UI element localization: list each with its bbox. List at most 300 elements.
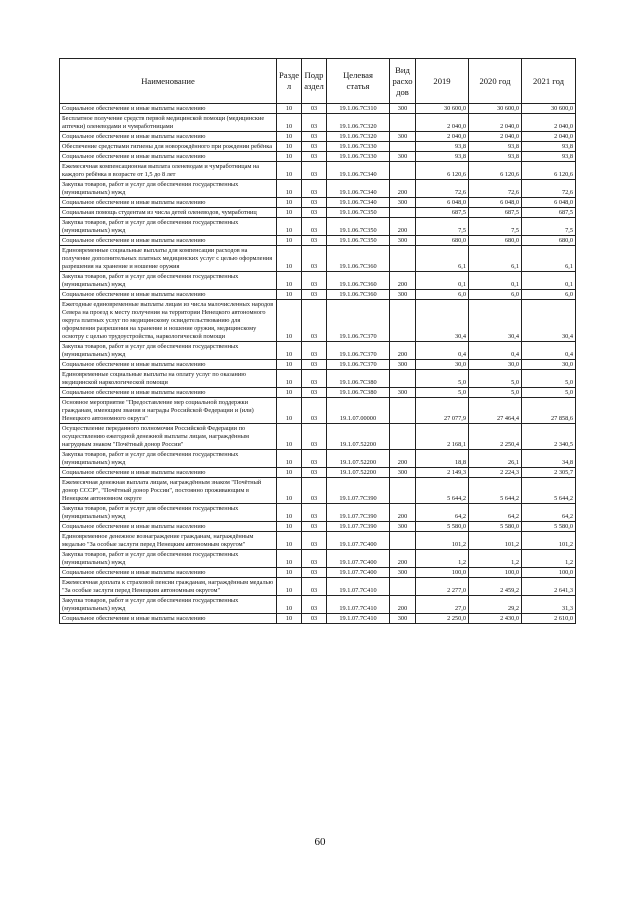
row-razdel: 10 (277, 532, 302, 550)
row-value-2021: 34,8 (522, 450, 576, 468)
row-name: Социальное обеспечение и иные выплаты населению (60, 388, 277, 398)
row-name: Социальное обеспечение и иные выплаты населению (60, 614, 277, 624)
row-value-2019: 100,0 (416, 568, 469, 578)
row-name: Социальная помощь студентам из числа детей оленеводов, чумработниц (60, 208, 277, 218)
row-value-2021: 5,0 (522, 370, 576, 388)
row-razdel: 10 (277, 236, 302, 246)
row-value-2019: 1,2 (416, 550, 469, 568)
row-value-2021: 31,3 (522, 596, 576, 614)
row-value-2019: 2 040,0 (416, 114, 469, 132)
row-target-article: 19.1.07.7C390 (327, 522, 390, 532)
row-value-2020: 2 430,0 (469, 614, 522, 624)
row-value-2021: 30 600,0 (522, 104, 576, 114)
row-expense-type (390, 114, 416, 132)
row-value-2020: 0,1 (469, 272, 522, 290)
table-row (60, 246, 576, 272)
row-value-2021: 680,0 (522, 236, 576, 246)
row-value-2021: 687,5 (522, 208, 576, 218)
row-value-2021: 93,8 (522, 142, 576, 152)
row-expense-type: 200 (390, 180, 416, 198)
table-row (60, 300, 576, 342)
row-expense-type: 300 (390, 522, 416, 532)
row-name: Основное мероприятие "Предоставление мер социальной поддержки гражданам, имеющим звания и награды Российской Федерации и (или) Ненецкого автономного округа" (60, 398, 277, 424)
row-expense-type: 300 (390, 568, 416, 578)
table-row (60, 218, 576, 236)
row-razdel: 10 (277, 300, 302, 342)
row-target-article: 19.1.07.00000 (327, 398, 390, 424)
row-value-2019: 27,0 (416, 596, 469, 614)
row-value-2021: 7,5 (522, 218, 576, 236)
row-podrazdel: 03 (302, 578, 327, 596)
row-target-article: 19.1.06.7C370 (327, 342, 390, 360)
row-value-2019: 6,0 (416, 290, 469, 300)
row-razdel: 10 (277, 198, 302, 208)
row-name: Закупка товаров, работ и услуг для обеспечения государственных (муниципальных) нужд (60, 550, 277, 568)
row-value-2020: 5,0 (469, 370, 522, 388)
row-target-article: 19.1.06.7C380 (327, 370, 390, 388)
row-razdel: 10 (277, 208, 302, 218)
row-value-2021: 6 048,0 (522, 198, 576, 208)
row-value-2019: 6 048,0 (416, 198, 469, 208)
row-value-2020: 93,8 (469, 152, 522, 162)
row-podrazdel: 03 (302, 360, 327, 370)
row-podrazdel: 03 (302, 614, 327, 624)
row-target-article: 19.1.07.52200 (327, 450, 390, 468)
row-value-2019: 30 600,0 (416, 104, 469, 114)
row-value-2021: 0,4 (522, 342, 576, 360)
row-value-2020: 2 224,3 (469, 468, 522, 478)
row-razdel: 10 (277, 424, 302, 450)
row-value-2020: 680,0 (469, 236, 522, 246)
row-expense-type: 200 (390, 596, 416, 614)
table-row (60, 142, 576, 152)
row-expense-type: 300 (390, 360, 416, 370)
row-value-2020: 5,0 (469, 388, 522, 398)
row-value-2020: 93,8 (469, 142, 522, 152)
row-expense-type: 200 (390, 550, 416, 568)
row-value-2019: 30,4 (416, 300, 469, 342)
row-razdel: 10 (277, 142, 302, 152)
row-value-2020: 6 048,0 (469, 198, 522, 208)
row-podrazdel: 03 (302, 388, 327, 398)
row-podrazdel: 03 (302, 132, 327, 142)
row-razdel: 10 (277, 152, 302, 162)
row-value-2019: 2 168,1 (416, 424, 469, 450)
row-target-article: 19.1.06.7C340 (327, 162, 390, 180)
row-name: Закупка товаров, работ и услуг для обеспечения государственных (муниципальных) нужд (60, 272, 277, 290)
row-value-2020: 72,6 (469, 180, 522, 198)
row-podrazdel: 03 (302, 246, 327, 272)
row-value-2020: 64,2 (469, 504, 522, 522)
row-podrazdel: 03 (302, 568, 327, 578)
table-row (60, 522, 576, 532)
row-value-2021: 101,2 (522, 532, 576, 550)
col-header-razdel: Разде л (277, 59, 302, 104)
row-value-2021: 30,4 (522, 300, 576, 342)
col-header-vid: Вид расхо дов (390, 59, 416, 104)
row-expense-type: 200 (390, 272, 416, 290)
row-value-2020: 2 040,0 (469, 132, 522, 142)
row-target-article: 19.1.06.7C340 (327, 180, 390, 198)
row-value-2021: 6,1 (522, 246, 576, 272)
row-target-article: 19.1.07.7C390 (327, 504, 390, 522)
row-target-article: 19.1.06.7C360 (327, 272, 390, 290)
row-value-2020: 30,4 (469, 300, 522, 342)
table-row (60, 114, 576, 132)
row-value-2021: 2 610,0 (522, 614, 576, 624)
row-expense-type: 300 (390, 152, 416, 162)
row-razdel: 10 (277, 132, 302, 142)
row-podrazdel: 03 (302, 468, 327, 478)
row-value-2021: 1,2 (522, 550, 576, 568)
table-row (60, 342, 576, 360)
row-name: Социальное обеспечение и иные выплаты населению (60, 104, 277, 114)
row-target-article: 19.1.07.7C390 (327, 478, 390, 504)
row-value-2021: 5 580,0 (522, 522, 576, 532)
row-name: Социальное обеспечение и иные выплаты населению (60, 568, 277, 578)
row-podrazdel: 03 (302, 180, 327, 198)
row-target-article: 19.1.06.7C370 (327, 360, 390, 370)
row-value-2019: 5 580,0 (416, 522, 469, 532)
table-row (60, 162, 576, 180)
row-name: Социальное обеспечение и иные выплаты населению (60, 290, 277, 300)
row-value-2021: 6,0 (522, 290, 576, 300)
row-value-2021: 2 641,3 (522, 578, 576, 596)
table-header-row (60, 59, 576, 104)
row-target-article: 19.1.07.7C410 (327, 596, 390, 614)
row-value-2021: 2 340,5 (522, 424, 576, 450)
row-value-2021: 5 644,2 (522, 478, 576, 504)
col-header-target: Целевая статья (327, 59, 390, 104)
row-expense-type: 300 (390, 236, 416, 246)
row-value-2021: 93,8 (522, 152, 576, 162)
row-razdel: 10 (277, 450, 302, 468)
row-name: Закупка товаров, работ и услуг для обеспечения государственных (муниципальных) нужд (60, 596, 277, 614)
row-value-2020: 101,2 (469, 532, 522, 550)
row-target-article: 19.1.06.7C380 (327, 388, 390, 398)
row-razdel: 10 (277, 218, 302, 236)
row-value-2021: 0,1 (522, 272, 576, 290)
row-expense-type: 300 (390, 468, 416, 478)
row-value-2020: 29,2 (469, 596, 522, 614)
row-expense-type: 300 (390, 290, 416, 300)
table-row (60, 180, 576, 198)
row-expense-type (390, 424, 416, 450)
row-expense-type: 300 (390, 104, 416, 114)
table-row (60, 578, 576, 596)
row-value-2019: 680,0 (416, 236, 469, 246)
row-target-article: 19.1.07.7C410 (327, 578, 390, 596)
row-value-2020: 30 600,0 (469, 104, 522, 114)
row-razdel: 10 (277, 114, 302, 132)
row-target-article: 19.1.07.52200 (327, 468, 390, 478)
row-value-2021: 64,2 (522, 504, 576, 522)
row-podrazdel: 03 (302, 104, 327, 114)
table-row (60, 568, 576, 578)
col-header-podrazdel: Подр аздел (302, 59, 327, 104)
row-razdel: 10 (277, 398, 302, 424)
row-value-2019: 72,6 (416, 180, 469, 198)
table-row (60, 388, 576, 398)
row-expense-type (390, 300, 416, 342)
row-expense-type (390, 578, 416, 596)
row-razdel: 10 (277, 578, 302, 596)
row-value-2020: 26,1 (469, 450, 522, 468)
table-row (60, 424, 576, 450)
row-value-2019: 2 040,0 (416, 132, 469, 142)
row-value-2019: 0,1 (416, 272, 469, 290)
row-podrazdel: 03 (302, 550, 327, 568)
row-value-2020: 2 250,4 (469, 424, 522, 450)
row-expense-type: 300 (390, 198, 416, 208)
row-razdel: 10 (277, 360, 302, 370)
row-value-2019: 5,0 (416, 388, 469, 398)
row-target-article: 19.1.06.7C310 (327, 104, 390, 114)
row-value-2019: 5,0 (416, 370, 469, 388)
row-podrazdel: 03 (302, 142, 327, 152)
row-name: Социальное обеспечение и иные выплаты населению (60, 236, 277, 246)
row-value-2019: 687,5 (416, 208, 469, 218)
row-expense-type: 300 (390, 614, 416, 624)
budget-table-sheet (59, 58, 575, 624)
row-name: Закупка товаров, работ и услуг для обеспечения государственных (муниципальных) нужд (60, 504, 277, 522)
row-razdel: 10 (277, 246, 302, 272)
row-value-2021: 30,0 (522, 360, 576, 370)
row-name: Обеспечение средствами гигиены для новорождённого при рождении ребёнка (60, 142, 277, 152)
row-podrazdel: 03 (302, 522, 327, 532)
table-row (60, 370, 576, 388)
row-expense-type: 300 (390, 132, 416, 142)
row-value-2019: 93,8 (416, 142, 469, 152)
row-expense-type (390, 142, 416, 152)
row-value-2020: 27 464,4 (469, 398, 522, 424)
row-value-2020: 100,0 (469, 568, 522, 578)
row-target-article: 19.1.06.7C350 (327, 208, 390, 218)
row-value-2019: 2 149,3 (416, 468, 469, 478)
table-row (60, 272, 576, 290)
row-podrazdel: 03 (302, 596, 327, 614)
row-podrazdel: 03 (302, 198, 327, 208)
row-value-2020: 687,5 (469, 208, 522, 218)
table-row (60, 450, 576, 468)
row-target-article: 19.1.06.7C360 (327, 246, 390, 272)
row-name: Социальное обеспечение и иные выплаты населению (60, 468, 277, 478)
row-name: Социальное обеспечение и иные выплаты населению (60, 360, 277, 370)
row-value-2019: 27 077,9 (416, 398, 469, 424)
row-value-2019: 6 120,6 (416, 162, 469, 180)
row-value-2021: 2 305,7 (522, 468, 576, 478)
row-value-2019: 101,2 (416, 532, 469, 550)
row-podrazdel: 03 (302, 236, 327, 246)
row-podrazdel: 03 (302, 504, 327, 522)
row-podrazdel: 03 (302, 218, 327, 236)
col-header-2019: 2019 (416, 59, 469, 104)
row-name: Социальное обеспечение и иные выплаты населению (60, 152, 277, 162)
row-razdel: 10 (277, 596, 302, 614)
table-row (60, 104, 576, 114)
row-name: Единовременные социальные выплаты на оплату услуг по оказанию медицинской наркологической помощи (60, 370, 277, 388)
row-name: Осуществление переданного полномочия Российской Федерации по осуществлению ежегодной денежной выплаты лицам, награждённым нагрудным знаком "Почётный донор России" (60, 424, 277, 450)
row-value-2021: 2 040,0 (522, 132, 576, 142)
row-target-article: 19.1.07.7C400 (327, 568, 390, 578)
row-value-2019: 93,8 (416, 152, 469, 162)
row-razdel: 10 (277, 522, 302, 532)
row-name: Закупка товаров, работ и услуг для обеспечения государственных (муниципальных) нужд (60, 180, 277, 198)
row-value-2020: 6,0 (469, 290, 522, 300)
row-podrazdel: 03 (302, 370, 327, 388)
row-target-article: 19.1.06.7C360 (327, 290, 390, 300)
row-podrazdel: 03 (302, 114, 327, 132)
row-razdel: 10 (277, 550, 302, 568)
table-row (60, 152, 576, 162)
row-target-article: 19.1.06.7C350 (327, 218, 390, 236)
row-value-2021: 6 120,6 (522, 162, 576, 180)
row-value-2019: 7,5 (416, 218, 469, 236)
row-target-article: 19.1.07.7C410 (327, 614, 390, 624)
table-row (60, 532, 576, 550)
row-expense-type: 200 (390, 450, 416, 468)
row-value-2019: 18,8 (416, 450, 469, 468)
row-podrazdel: 03 (302, 424, 327, 450)
row-value-2021: 2 040,0 (522, 114, 576, 132)
row-target-article: 19.1.06.7C330 (327, 142, 390, 152)
row-target-article: 19.1.06.7C370 (327, 300, 390, 342)
row-value-2019: 2 277,0 (416, 578, 469, 596)
row-name: Ежемесячная компенсационная выплата оленеводам и чумработницам на каждого ребёнка в возрасте от 1,5 до 8 лет (60, 162, 277, 180)
row-podrazdel: 03 (302, 478, 327, 504)
row-target-article: 19.1.06.7C330 (327, 152, 390, 162)
row-expense-type: 200 (390, 342, 416, 360)
row-target-article: 19.1.06.7C340 (327, 198, 390, 208)
row-expense-type (390, 532, 416, 550)
row-podrazdel: 03 (302, 398, 327, 424)
row-value-2021: 27 858,6 (522, 398, 576, 424)
row-podrazdel: 03 (302, 208, 327, 218)
row-razdel: 10 (277, 180, 302, 198)
row-value-2019: 0,4 (416, 342, 469, 360)
page-number: 60 (314, 836, 326, 848)
row-expense-type (390, 246, 416, 272)
row-value-2020: 1,2 (469, 550, 522, 568)
row-razdel: 10 (277, 342, 302, 360)
row-value-2020: 5 644,2 (469, 478, 522, 504)
row-podrazdel: 03 (302, 290, 327, 300)
row-value-2020: 7,5 (469, 218, 522, 236)
row-value-2020: 2 459,2 (469, 578, 522, 596)
row-name: Закупка товаров, работ и услуг для обеспечения государственных (муниципальных) нужд (60, 450, 277, 468)
row-value-2021: 72,6 (522, 180, 576, 198)
row-target-article: 19.1.06.7C350 (327, 236, 390, 246)
row-name: Единовременные социальные выплаты для компенсации расходов на получение дополнительных платных медицинских услуг с целью оформления разрешения на хранение и ношение оружия (60, 246, 277, 272)
row-value-2021: 100,0 (522, 568, 576, 578)
row-name: Бесплатное получение средств первой медицинской помощи (медицинские аптечки) оленеводами и чумработницами (60, 114, 277, 132)
row-razdel: 10 (277, 388, 302, 398)
table-body (60, 104, 576, 624)
row-razdel: 10 (277, 162, 302, 180)
row-target-article: 19.1.07.7C400 (327, 532, 390, 550)
row-razdel: 10 (277, 104, 302, 114)
row-target-article: 19.1.07.7C400 (327, 550, 390, 568)
row-name: Ежемесячная денежная выплата лицам, награждённым знаком "Почётный донор СССР", "Почётный донор России", постоянно проживающим в Ненецком автономном округе (60, 478, 277, 504)
table-row (60, 290, 576, 300)
row-value-2019: 30,0 (416, 360, 469, 370)
row-expense-type: 200 (390, 218, 416, 236)
row-value-2019: 6,1 (416, 246, 469, 272)
col-header-name: Наименование (60, 59, 277, 104)
table-row (60, 614, 576, 624)
table-row (60, 478, 576, 504)
row-target-article: 19.1.06.7C320 (327, 132, 390, 142)
row-razdel: 10 (277, 614, 302, 624)
row-value-2019: 5 644,2 (416, 478, 469, 504)
row-value-2020: 30,0 (469, 360, 522, 370)
row-expense-type: 200 (390, 504, 416, 522)
row-name: Социальное обеспечение и иные выплаты населению (60, 198, 277, 208)
table-row (60, 596, 576, 614)
row-podrazdel: 03 (302, 300, 327, 342)
row-podrazdel: 03 (302, 450, 327, 468)
row-expense-type (390, 398, 416, 424)
row-razdel: 10 (277, 504, 302, 522)
row-expense-type: 300 (390, 388, 416, 398)
table-row (60, 504, 576, 522)
row-name: Закупка товаров, работ и услуг для обеспечения государственных (муниципальных) нужд (60, 342, 277, 360)
row-razdel: 10 (277, 370, 302, 388)
table-row (60, 468, 576, 478)
row-value-2020: 6,1 (469, 246, 522, 272)
table-row (60, 208, 576, 218)
row-expense-type (390, 370, 416, 388)
row-value-2020: 6 120,6 (469, 162, 522, 180)
row-name: Социальное обеспечение и иные выплаты населению (60, 522, 277, 532)
row-razdel: 10 (277, 468, 302, 478)
row-value-2020: 2 040,0 (469, 114, 522, 132)
row-target-article: 19.1.07.52200 (327, 424, 390, 450)
row-podrazdel: 03 (302, 272, 327, 290)
row-expense-type (390, 162, 416, 180)
row-podrazdel: 03 (302, 162, 327, 180)
row-podrazdel: 03 (302, 342, 327, 360)
row-name: Социальное обеспечение и иные выплаты населению (60, 132, 277, 142)
row-razdel: 10 (277, 568, 302, 578)
row-razdel: 10 (277, 478, 302, 504)
row-value-2020: 5 580,0 (469, 522, 522, 532)
row-value-2019: 64,2 (416, 504, 469, 522)
col-header-2020: 2020 год (469, 59, 522, 104)
table-row (60, 398, 576, 424)
table-row (60, 132, 576, 142)
row-expense-type (390, 478, 416, 504)
row-razdel: 10 (277, 272, 302, 290)
table-row (60, 360, 576, 370)
row-name: Закупка товаров, работ и услуг для обеспечения государственных (муниципальных) нужд (60, 218, 277, 236)
row-expense-type (390, 208, 416, 218)
row-name: Ежемесячная доплата к страховой пенсии гражданам, награждённым медалью "За особые заслуги перед Ненецким автономным округом" (60, 578, 277, 596)
row-value-2020: 0,4 (469, 342, 522, 360)
row-name: Ежегодные единовременные выплаты лицам из числа малочисленных народов Севера на проезд к месту получения на территории Ненецкого автономного округа платных услуг по медицинскому освидетельствованию для оформления разрешения на хранение и ношение оружия, медицинскому осмотру с целью трудоустройства, наркологической помощи (60, 300, 277, 342)
table-row (60, 236, 576, 246)
row-podrazdel: 03 (302, 152, 327, 162)
row-target-article: 19.1.06.7C320 (327, 114, 390, 132)
row-value-2021: 5,0 (522, 388, 576, 398)
row-value-2019: 2 250,0 (416, 614, 469, 624)
row-podrazdel: 03 (302, 532, 327, 550)
col-header-2021: 2021 год (522, 59, 576, 104)
table-row (60, 550, 576, 568)
budget-table (59, 58, 576, 624)
row-name: Единовременное денежное вознаграждение гражданам, награждённым медалью "За особые заслуги перед Ненецким автономным округом" (60, 532, 277, 550)
table-row (60, 198, 576, 208)
